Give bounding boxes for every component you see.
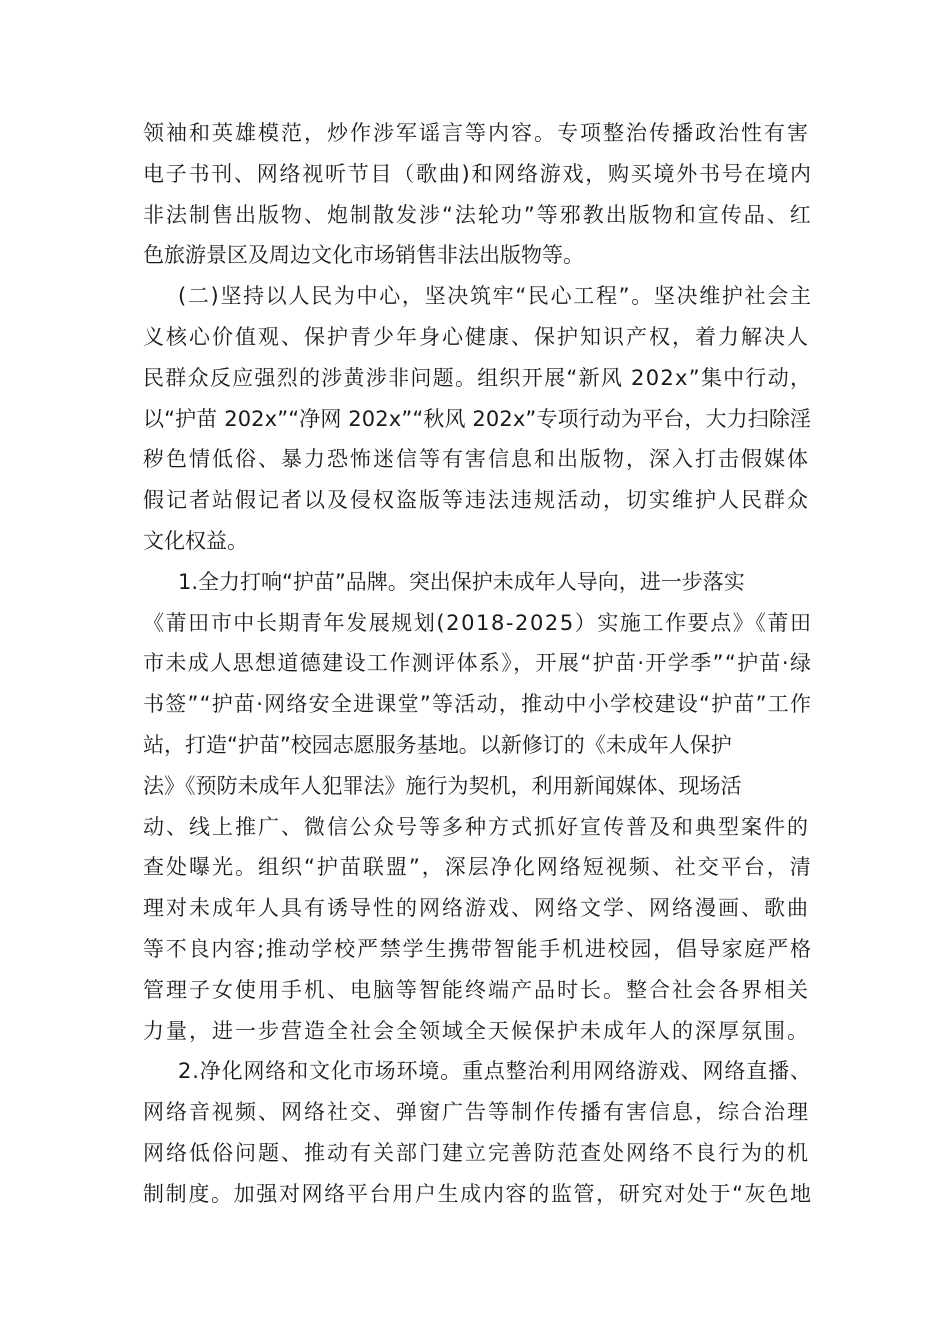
- text-line: 秽色情低俗、暴力恐怖迷信等有害信息和出版物，深入打击假媒体: [143, 447, 810, 472]
- text-line: 理对未成年人具有诱导性的网络游戏、网络文学、网络漫画、歌曲: [143, 896, 810, 921]
- text-line: 非法制售出版物、炮制散发涉“法轮功”等邪教出版物和宣传品、红: [143, 202, 813, 227]
- body-text: [143, 113, 811, 1215]
- text-line: 色旅游景区及周边文化市场销售非法出版物等。: [143, 243, 584, 268]
- text-line: 动、线上推广、微信公众号等多种方式抓好宣传普及和典型案件的: [143, 814, 810, 839]
- text-line: 文化权益。: [143, 528, 248, 553]
- text-line: (二)坚持以人民为中心，坚决筑牢“民心工程”。坚决维护社会主: [178, 284, 813, 309]
- text-line: 电子书刊、网络视听节目（歌曲)和网络游戏，购买境外书号在境内: [143, 161, 813, 186]
- text-line: 法》《预防未成年人犯罪法》施行为契机，利用新闻媒体、现场活: [143, 773, 742, 798]
- text-line: 假记者站假记者以及侵权盗版等违法违规活动，切实维护人民群众: [143, 488, 810, 513]
- text-line: 站，打造“护苗”校园志愿服务基地。以新修订的《未成年人保护: [143, 732, 732, 757]
- text-line: 查处曝光。组织“护苗联盟”，深层净化网络短视频、社交平台，清: [143, 855, 813, 880]
- text-line: 等不良内容;推动学校严禁学生携带智能手机进校园，倡导家庭严格: [143, 936, 813, 961]
- text-line: 2.净化网络和文化市场环境。重点整治利用网络游戏、网络直播、: [178, 1059, 812, 1084]
- text-line: 义核心价值观、保护青少年身心健康、保护知识产权，着力解决人: [143, 324, 810, 349]
- text-line: 制制度。加强对网络平台用户生成内容的监管，研究对处于“灰色地: [143, 1181, 813, 1206]
- text-line: 市未成人思想道德建设工作测评体系》，开展“护苗·开学季”“护苗·绿: [143, 651, 813, 676]
- text-line: 以“护苗 202x”“净网 202x”“秋风 202x”专项行动为平台，大力扫除淫: [143, 406, 812, 431]
- text-line: 管理子女使用手机、电脑等智能终端产品时长。整合社会各界相关: [143, 977, 810, 1002]
- text-line: 书签”“护苗·网络安全进课堂”等活动，推动中小学校建设“护苗”工作: [143, 692, 813, 717]
- text-line: 网络低俗问题、推动有关部门建立完善防范查处网络不良行为的机: [143, 1140, 810, 1165]
- text-line: 1.全力打响“护苗”品牌。突出保护未成年人导向，进一步落实: [178, 569, 745, 594]
- text-line: 力量，进一步营造全社会全领域全天候保护未成年人的深厚氛围。: [143, 1018, 810, 1043]
- text-line: 民群众反应强烈的涉黄涉非问题。组织开展“新风 202x”集中行动，: [143, 365, 813, 390]
- text-line: 网络音视频、网络社交、弹窗广告等制作传播有害信息，综合治理: [143, 1100, 810, 1125]
- text-line: 《莆田市中长期青年发展规划(2018-2025）实施工作要点》《莆田: [143, 610, 813, 635]
- text-line: 领袖和英雄模范，炒作涉军谣言等内容。专项整治传播政治性有害: [143, 121, 810, 145]
